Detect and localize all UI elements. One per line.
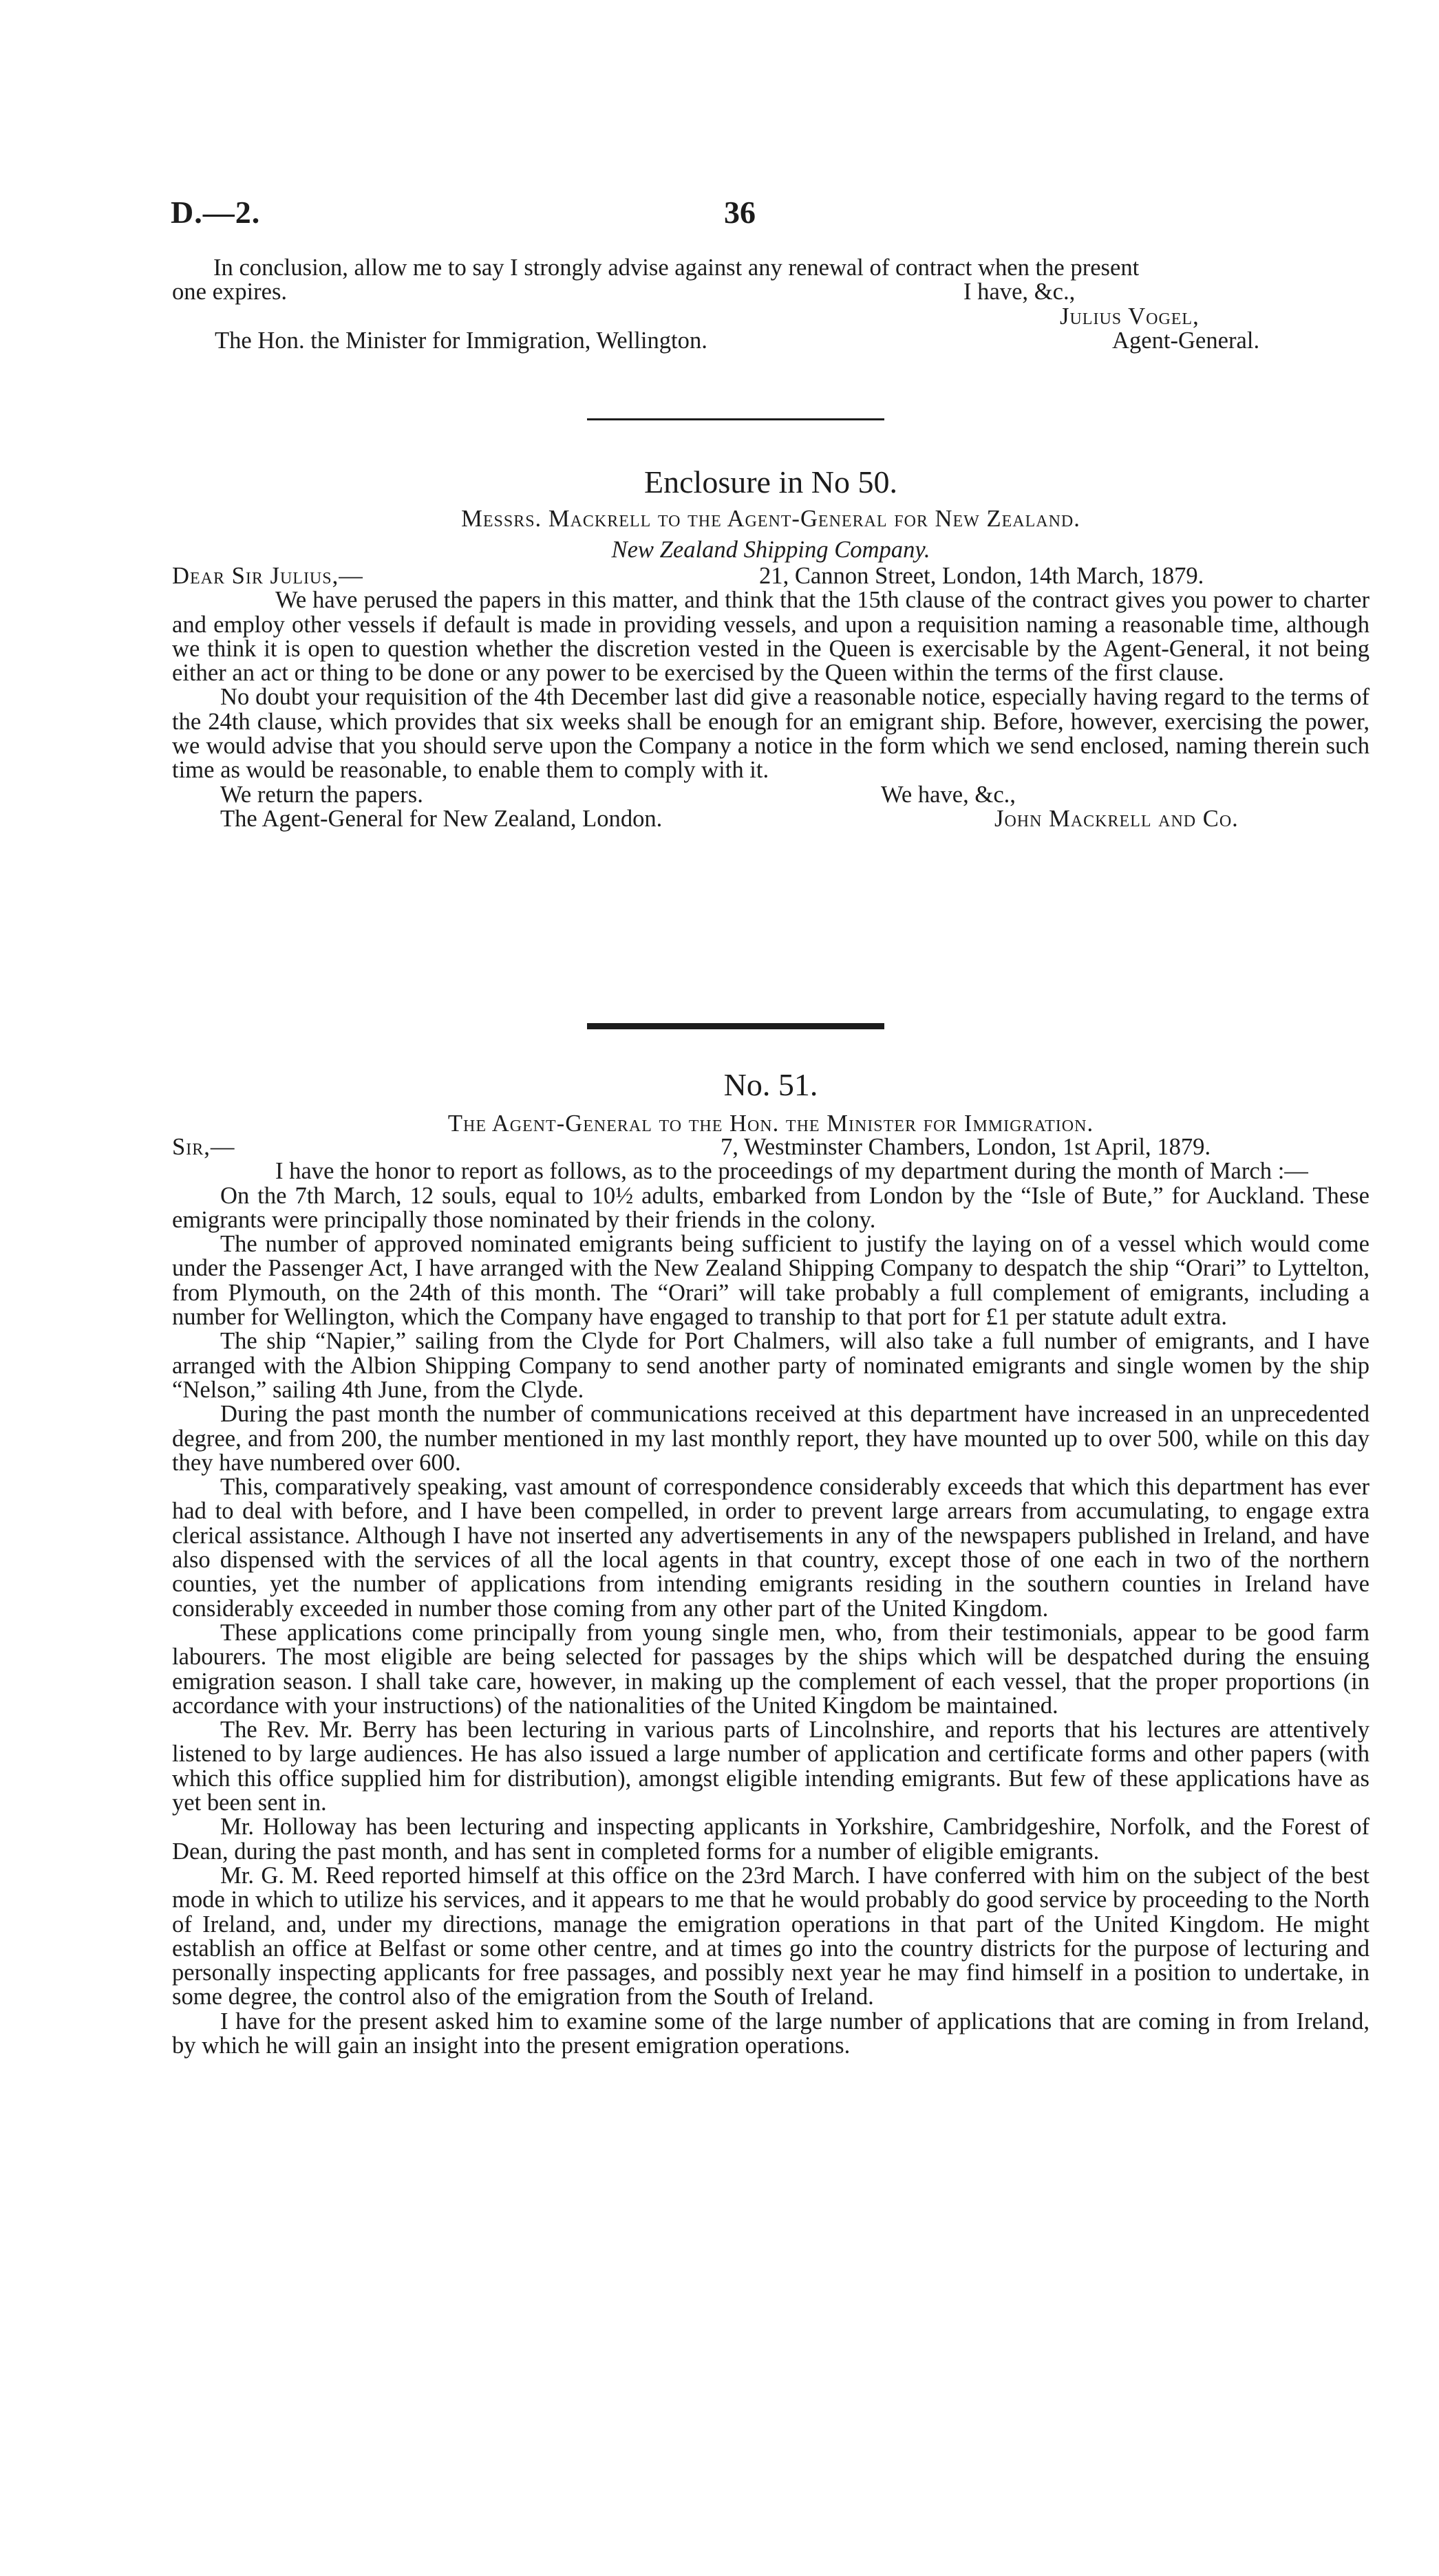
enclosure-heading: Enclosure in No 50. (644, 464, 897, 500)
closing-title: Agent-General. (1112, 327, 1260, 354)
enclosure-subheading: Messrs. Mackrell to the Agent-General for New Zealand. (461, 506, 1080, 532)
enclosure-company: New Zealand Shipping Company. (611, 537, 930, 563)
enclosure-addressee: The Agent-General for New Zealand, London. (220, 805, 663, 832)
enclosure-salutation: Dear Sir Julius,— (172, 563, 363, 589)
closing-addressee: The Hon. the Minister for Immigration, Wellington. (215, 327, 707, 354)
enclosure-body (172, 564, 1369, 831)
enclosure-paragraph-2: No doubt your requisition of the 4th December last did give a reasonable notice, especially having regard to the terms of the 24th clause, which provides that six weeks shall be enough for an emigrant ship. Before, however, exercising the power, we would advise that you should serve upon the Company a notice in the form which we send enclosed, naming therein such time as would be reasonable, to enable them to comply with it. (172, 684, 1369, 784)
enclosure-have: We have, &c., (881, 781, 1016, 808)
enclosure-paragraph-1: We have perused the papers in this matter, and think that the 15th clause of the contract gives you power to charter and employ other vessels if default is made in providing vessels, and upon a requisition naming a reasonable time, although we think it is open to question whether the discretion vested in the Queen is exercisable by the Agent-General, it not being either an act or thing to be done or any power to be exercised by the Queen within the terms of the first clause. (172, 587, 1369, 687)
closing-line-2: one expires. (172, 279, 288, 305)
letter-paragraph: Mr. Holloway has been lecturing and inspecting applicants in Yorkshire, Cambridgeshire, Norfolk, and the Forest of Dean, during the past month, and has sent in completed forms for a number of eligible emigrants. (172, 1814, 1369, 1865)
letter-paragraph: I have the honor to report as follows, as to the proceedings of my department during the month of March :— (275, 1158, 1308, 1185)
letter-address: 7, Westminster Chambers, London, 1st April, 1879. (721, 1134, 1211, 1160)
letter-paragraph: The ship “Napier,” sailing from the Clyde for Port Chalmers, will also take a full number of emigrants, and I have arranged with the Albion Shipping Company to send another party of nominated emigrants and single women by the ship “Nelson,” sailing 4th June, from the Clyde. (172, 1328, 1369, 1403)
enclosure-address: 21, Cannon Street, London, 14th March, 1879. (759, 563, 1204, 589)
letter-paragraph: Mr. G. M. Reed reported himself at this office on the 23rd March. I have conferred with him on the subject of the best mode in which to utilize his services, and it appears to me that he would probably do good service by proceeding to the North of Ireland, and, under my directions, manage the emigration operations in that part of the United Kingdom. He might establish an office at Belfast or some other centre, and at times go into the country districts for the purpose of lecturing and personally inspecting applicants for free passages, and possibly next year he may find himself in a position to undertake, in some degree, the control also of the emigration from the South of Ireland. (172, 1862, 1369, 2010)
letter-paragraph: The number of approved nominated emigrants being sufficient to justify the laying on of a vessel which would come under the Passenger Act, I have arranged with the New Zealand Shipping Company to despatch the ship “Orari” to Lyttelton, from Plymouth, on the 24th of this month. The “Orari” will take probably a full complement of emigrants, including a number for Wellington, which the Company have engaged to tranship to that port for £1 per statute adult extra. (172, 1231, 1369, 1331)
letter-paragraph: This, comparatively speaking, vast amount of correspondence considerably exceeds that which this department has ever had to deal with before, and I have been compelled, in order to prevent large arrears from accumulating, to engage extra clerical assistance. Although I have not inserted any advertisements in any of the newspapers published in Ireland, and have also dispensed with the services of all the local agents in that country, except those of one each in two of the northern counties, yet the number of applications from intending emigrants residing in the southern counties in Ireland have considerably exceeded in number those coming from any other part of the United Kingdom. (172, 1474, 1369, 1622)
closing-block (172, 256, 1369, 353)
letter-paragraph: On the 7th March, 12 souls, equal to 10½ adults, embarked from London by the “Isle of Bute,” for Auckland. These emigrants were principally those nominated by their friends in the colony. (172, 1182, 1369, 1233)
letter-paragraph: I have for the present asked him to examine some of the large number of applications that are coming in from Ireland, by which he will gain an insight into the present emigration operations. (172, 2008, 1369, 2059)
closing-line-1: In conclusion, allow me to say I strongly advise against any renewal of contract when the present (213, 255, 1140, 281)
letter-body (172, 1135, 1369, 2058)
letter-subheading: The Agent-General to the Hon. the Minister for Immigration. (447, 1110, 1094, 1137)
enclosure-return-line: We return the papers. (220, 781, 423, 808)
letter-paragraph: These applications come principally from young single men, who, from their testimonials, appear to be good farm labourers. The most eligible are being selected for passages by the ships which will be despatched during the ensuing emigration season. I shall take care, however, in making up the complement of each vessel, that the proper proportions (in accordance with your instructions) of the nationalities of the United Kingdom be maintained. (172, 1619, 1369, 1719)
letter-heading: No. 51. (723, 1067, 818, 1102)
letter-salutation: Sir,— (172, 1134, 235, 1160)
letter-paragraph: The Rev. Mr. Berry has been lecturing in various parts of Lincolnshire, and reports that his lectures are attentively listened to by large audiences. He has also issued a large number of application and certificate forms and other papers (with which this office supplied him for distribution), amongst eligible intending emigrants. But few of these applications have as yet been sent in. (172, 1717, 1369, 1816)
section-divider-thick (587, 1023, 884, 1029)
closing-have: I have, &c., (963, 279, 1076, 305)
letter-paragraph: During the past month the number of communications received at this department have increased in an unprecedented degree, and from 200, the number mentioned in my last monthly report, they have mounted up to over 500, while on this day they have numbered over 600. (172, 1401, 1369, 1476)
enclosure-signature: John Mackrell and Co. (994, 805, 1239, 832)
closing-signature: Julius Vogel, (1060, 303, 1200, 330)
document-code: D.—2. (171, 195, 261, 230)
page-number: 36 (724, 195, 756, 230)
section-divider (587, 418, 884, 420)
